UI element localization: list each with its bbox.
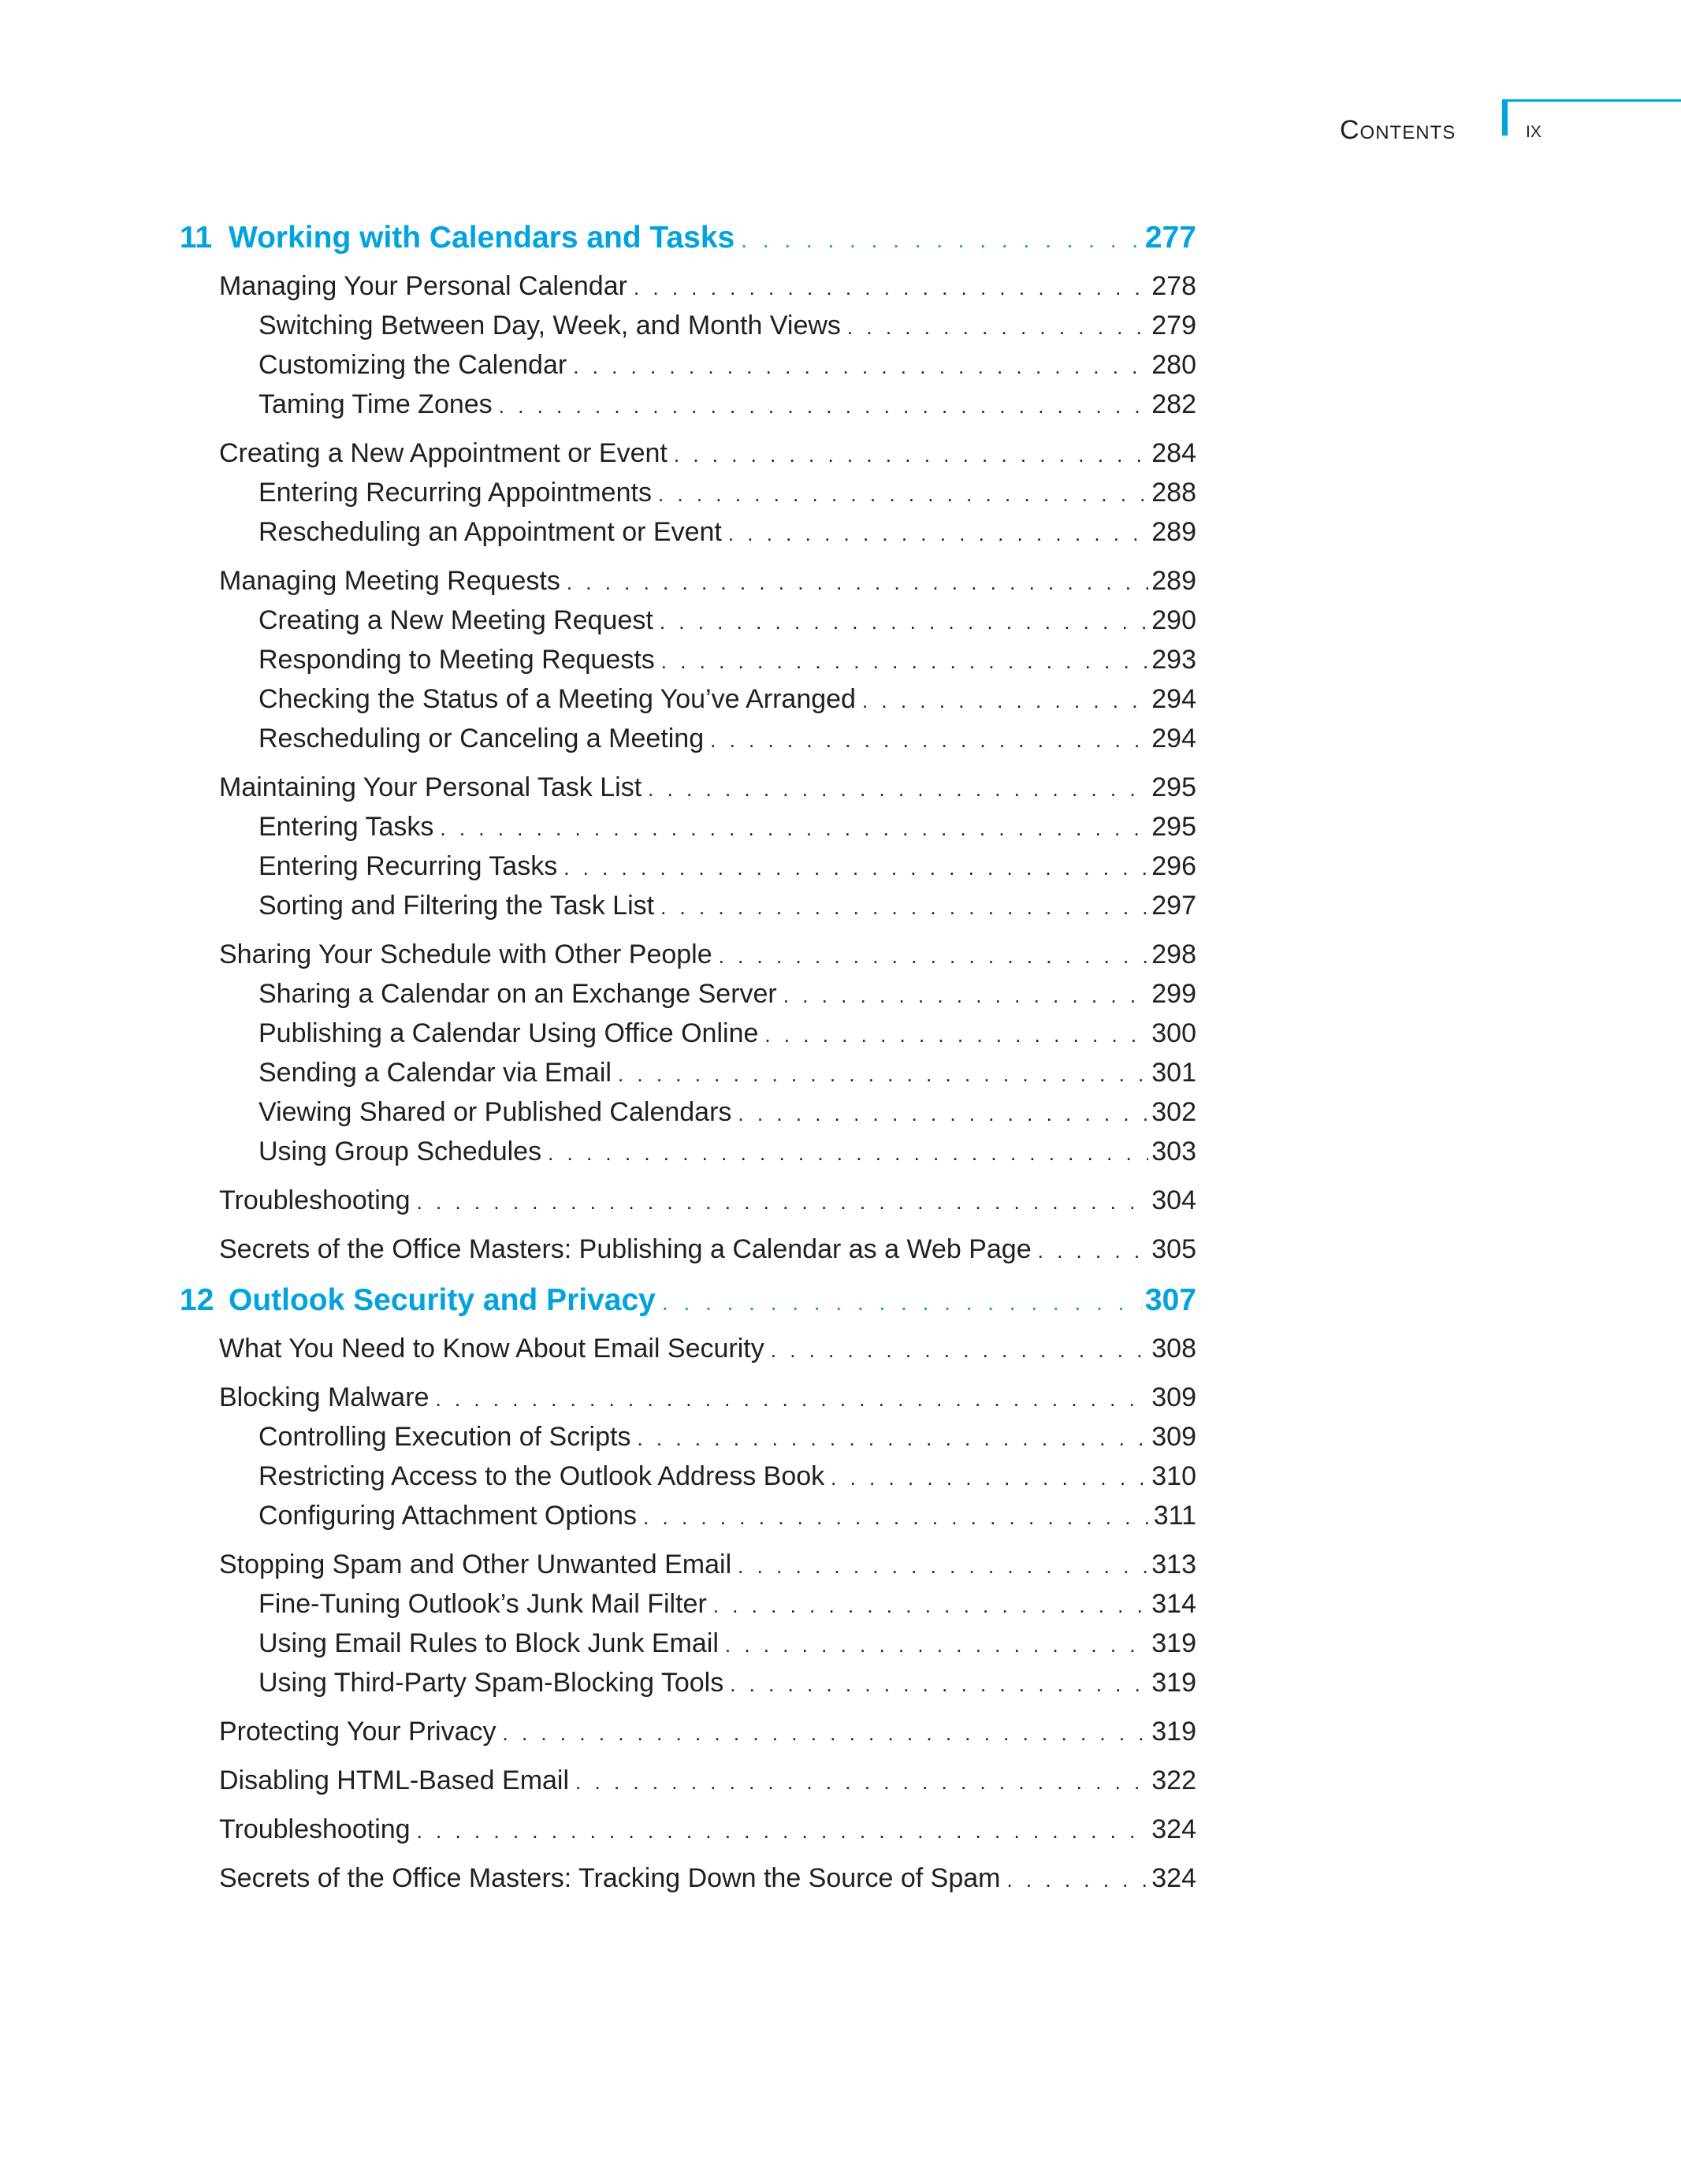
subsection-entry[interactable]: [180, 473, 1196, 512]
dot-leader: [661, 642, 1149, 681]
subsection-title: Creating a New Meeting Request: [258, 605, 653, 635]
toc-section-group: [180, 1329, 1196, 1368]
subsection-page-number: 297: [1151, 891, 1196, 921]
section-entry[interactable]: [180, 1545, 1196, 1584]
subsection-title: Restricting Access to the Outlook Address Book: [258, 1461, 825, 1491]
section-title: Stopping Spam and Other Unwanted Email: [219, 1550, 732, 1579]
section-page-number: 324: [1151, 1814, 1196, 1844]
section-entry[interactable]: [180, 935, 1196, 974]
dot-leader: [783, 976, 1149, 1015]
subsection-entry[interactable]: [180, 345, 1196, 385]
subsection-entry[interactable]: [180, 1092, 1196, 1132]
section-title: Secrets of the Office Masters: Publishing a Calendar as a Web Page: [219, 1234, 1032, 1264]
dot-leader: [831, 1458, 1148, 1498]
chapter-entries: [180, 1329, 1196, 1898]
subsection-entry[interactable]: [180, 601, 1196, 640]
subsection-entry[interactable]: [180, 1663, 1196, 1702]
dot-leader: [862, 681, 1148, 720]
subsection-page-number: 319: [1151, 1668, 1196, 1698]
section-title: Managing Meeting Requests: [219, 566, 560, 596]
subsection-title: Customizing the Calendar: [258, 350, 567, 380]
subsection-page-number: 299: [1151, 979, 1196, 1009]
dot-leader: [660, 602, 1148, 642]
dot-leader: [440, 809, 1148, 848]
dot-leader: [847, 307, 1148, 347]
subsection-title: Using Group Schedules: [258, 1137, 542, 1166]
subsection-entry[interactable]: [180, 1132, 1196, 1171]
subsection-page-number: 282: [1151, 389, 1196, 419]
running-head-accent-bar: [1502, 99, 1508, 136]
subsection-title: Viewing Shared or Published Calendars: [258, 1097, 732, 1127]
subsection-page-number: 294: [1151, 684, 1196, 714]
dot-leader: [738, 1546, 1148, 1586]
dot-leader: [725, 1625, 1148, 1665]
subsection-title: Entering Recurring Appointments: [258, 478, 652, 508]
section-entry[interactable]: [180, 561, 1196, 601]
subsection-entry[interactable]: [180, 640, 1196, 679]
chapter-number: 12: [180, 1283, 214, 1317]
subsection-title: Sharing a Calendar on an Exchange Server: [258, 979, 777, 1009]
chapter-entry[interactable]: [180, 213, 1196, 263]
subsection-page-number: 311: [1153, 1501, 1196, 1531]
section-page-number: 309: [1151, 1382, 1196, 1412]
subsection-title: Entering Recurring Tasks: [258, 851, 558, 881]
section-page-number: 305: [1151, 1234, 1196, 1264]
chapter-title: Working with Calendars and Tasks: [229, 221, 735, 255]
section-entry[interactable]: [180, 1761, 1196, 1800]
dot-leader: [567, 563, 1148, 602]
section-title: Protecting Your Privacy: [219, 1717, 496, 1747]
dot-leader: [634, 268, 1148, 307]
subsection-page-number: 303: [1151, 1137, 1196, 1166]
toc-section-group: [180, 1378, 1196, 1535]
dot-leader: [658, 474, 1148, 514]
subsection-entry[interactable]: [180, 719, 1196, 758]
subsection-title: Sending a Calendar via Email: [258, 1058, 612, 1088]
subsection-page-number: 319: [1151, 1628, 1196, 1658]
dot-leader: [648, 769, 1148, 809]
subsection-title: Switching Between Day, Week, and Month Views: [258, 311, 841, 340]
section-entry[interactable]: [180, 1858, 1196, 1898]
toc-section-group: [180, 768, 1196, 925]
toc-section-group: [180, 1858, 1196, 1898]
section-entry[interactable]: [180, 1181, 1196, 1220]
dot-leader: [674, 435, 1148, 474]
subsection-entry[interactable]: [180, 306, 1196, 345]
subsection-page-number: 294: [1151, 724, 1196, 753]
subsection-page-number: 314: [1151, 1589, 1196, 1619]
toc-section-group: [180, 561, 1196, 758]
section-entry[interactable]: [180, 1712, 1196, 1751]
subsection-page-number: 279: [1151, 311, 1196, 340]
subsection-title: Configuring Attachment Options: [258, 1501, 638, 1531]
section-title: Troubleshooting: [219, 1814, 411, 1844]
running-head: [1340, 99, 1681, 170]
dot-leader: [563, 848, 1148, 887]
dot-leader: [730, 1665, 1148, 1704]
dot-leader: [548, 1133, 1148, 1173]
subsection-entry[interactable]: [180, 679, 1196, 719]
section-page-number: 298: [1151, 939, 1196, 969]
subsection-title: Sorting and Filtering the Task List: [258, 891, 655, 921]
section-entry[interactable]: [180, 768, 1196, 807]
dot-leader: [662, 1278, 1142, 1328]
toc-section-group: [180, 935, 1196, 1171]
subsection-page-number: 309: [1151, 1422, 1196, 1452]
subsection-page-number: 293: [1151, 645, 1196, 675]
section-page-number: 322: [1151, 1765, 1196, 1795]
chapter-entry[interactable]: [180, 1275, 1196, 1326]
toc-section-group: [180, 433, 1196, 552]
subsection-entry[interactable]: [180, 385, 1196, 424]
section-title: Creating a New Appointment or Event: [219, 438, 668, 468]
subsection-title: Fine-Tuning Outlook’s Junk Mail Filter: [258, 1589, 707, 1619]
section-title: Disabling HTML-Based Email: [219, 1765, 570, 1795]
toc-section-group: [180, 1761, 1196, 1800]
subsection-entry[interactable]: [180, 974, 1196, 1014]
chapter-entries: [180, 266, 1196, 1269]
subsection-page-number: 310: [1151, 1461, 1196, 1491]
section-title: Sharing Your Schedule with Other People: [219, 939, 712, 969]
subsection-page-number: 280: [1151, 350, 1196, 380]
dot-leader: [710, 720, 1148, 760]
dot-leader: [618, 1055, 1148, 1094]
dot-leader: [738, 1094, 1148, 1133]
dot-leader: [435, 1379, 1148, 1419]
subsection-page-number: 301: [1151, 1058, 1196, 1088]
section-page-number: 313: [1151, 1550, 1196, 1579]
dot-leader: [643, 1498, 1151, 1537]
subsection-entry[interactable]: [180, 1053, 1196, 1092]
dot-leader: [417, 1811, 1149, 1851]
subsection-entry[interactable]: [180, 512, 1196, 552]
dot-leader: [573, 347, 1148, 386]
subsection-title: Taming Time Zones: [258, 389, 493, 419]
section-page-number: 319: [1151, 1717, 1196, 1747]
subsection-page-number: 295: [1151, 812, 1196, 842]
dot-leader: [503, 1713, 1149, 1753]
section-title: Blocking Malware: [219, 1382, 430, 1412]
section-page-number: 304: [1151, 1185, 1196, 1215]
dot-leader: [771, 1330, 1149, 1370]
toc-section-group: [180, 1230, 1196, 1269]
subsection-title: Publishing a Calendar Using Office Online: [258, 1018, 759, 1048]
dot-leader: [1006, 1860, 1148, 1899]
running-head-title: Contents: [1340, 115, 1456, 145]
section-entry[interactable]: [180, 433, 1196, 473]
toc-section-group: [180, 1545, 1196, 1702]
subsection-entry[interactable]: [180, 807, 1196, 846]
section-page-number: 324: [1151, 1863, 1196, 1893]
subsection-entry[interactable]: [180, 886, 1196, 925]
subsection-entry[interactable]: [180, 1584, 1196, 1624]
section-entry[interactable]: [180, 266, 1196, 306]
dot-leader: [764, 1015, 1148, 1055]
section-title: Managing Your Personal Calendar: [219, 271, 627, 301]
chapter-page-number: 307: [1144, 1283, 1196, 1317]
subsection-title: Rescheduling an Appointment or Event: [258, 517, 722, 547]
subsection-page-number: 289: [1151, 517, 1196, 547]
subsection-title: Checking the Status of a Meeting You’ve Arranged: [258, 684, 856, 714]
subsection-title: Rescheduling or Canceling a Meeting: [258, 724, 705, 753]
chapter-title: Outlook Security and Privacy: [229, 1283, 656, 1317]
dot-leader: [575, 1762, 1148, 1802]
subsection-title: Using Email Rules to Block Junk Email: [258, 1628, 719, 1658]
toc-chapter: [180, 213, 1196, 1269]
chapter-number: 11: [180, 221, 213, 255]
running-head-rule: [1502, 99, 1681, 102]
table-of-contents: [180, 213, 1196, 1898]
subsection-entry[interactable]: [180, 846, 1196, 886]
dot-leader: [741, 215, 1142, 266]
subsection-page-number: 288: [1151, 478, 1196, 508]
dot-leader: [637, 1419, 1148, 1458]
section-page-number: 295: [1151, 772, 1196, 802]
dot-leader: [417, 1182, 1149, 1222]
dot-leader: [499, 386, 1149, 426]
section-title: Secrets of the Office Masters: Tracking Down the Source of Spam: [219, 1863, 1001, 1893]
section-page-number: 278: [1151, 271, 1196, 301]
toc-chapter: [180, 1275, 1196, 1898]
subsection-entry[interactable]: [180, 1014, 1196, 1053]
subsection-entry[interactable]: [180, 1457, 1196, 1496]
toc-section-group: [180, 1712, 1196, 1751]
subsection-page-number: 300: [1151, 1018, 1196, 1048]
subsection-title: Using Third-Party Spam-Blocking Tools: [258, 1668, 724, 1698]
dot-leader: [1038, 1231, 1149, 1271]
subsection-entry[interactable]: [180, 1496, 1196, 1535]
subsection-page-number: 296: [1151, 851, 1196, 881]
dot-leader: [660, 887, 1148, 927]
toc-section-group: [180, 1181, 1196, 1220]
section-title: What You Need to Know About Email Security: [219, 1334, 764, 1364]
section-page-number: 308: [1151, 1334, 1196, 1364]
section-page-number: 284: [1151, 438, 1196, 468]
subsection-title: Responding to Meeting Requests: [258, 645, 655, 675]
section-page-number: 289: [1151, 566, 1196, 596]
section-entry[interactable]: [180, 1230, 1196, 1269]
subsection-entry[interactable]: [180, 1417, 1196, 1457]
toc-section-group: [180, 266, 1196, 424]
section-title: Maintaining Your Personal Task List: [219, 772, 642, 802]
section-entry[interactable]: [180, 1378, 1196, 1417]
chapter-page-number: 277: [1144, 221, 1196, 255]
subsection-page-number: 290: [1151, 605, 1196, 635]
section-title: Troubleshooting: [219, 1185, 411, 1215]
dot-leader: [713, 1586, 1148, 1625]
subsection-title: Controlling Execution of Scripts: [258, 1422, 631, 1452]
running-head-page-number: ix: [1526, 117, 1542, 143]
section-entry[interactable]: [180, 1329, 1196, 1368]
toc-section-group: [180, 1810, 1196, 1849]
subsection-page-number: 302: [1151, 1097, 1196, 1127]
subsection-title: Entering Tasks: [258, 812, 434, 842]
dot-leader: [728, 514, 1148, 553]
subsection-entry[interactable]: [180, 1624, 1196, 1663]
section-entry[interactable]: [180, 1810, 1196, 1849]
dot-leader: [719, 936, 1149, 976]
